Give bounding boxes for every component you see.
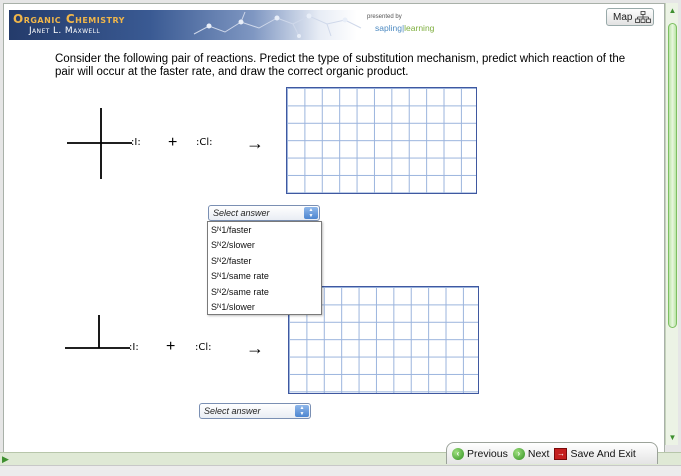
previous-label: Previous xyxy=(467,447,508,460)
reaction1-chloride-symbol: Cl xyxy=(199,137,210,148)
save-and-exit-label: Save And Exit xyxy=(570,447,636,460)
reaction1-answer-options xyxy=(207,221,322,315)
reaction2-chloride-symbol: Cl xyxy=(198,342,209,353)
dropdown-option[interactable]: S N 1/slower xyxy=(211,302,255,313)
reaction2-nucleophile: :Cl: xyxy=(195,342,212,353)
course-banner xyxy=(9,10,479,40)
dropdown-option[interactable]: S N 2/faster xyxy=(211,255,252,266)
dropdown-option[interactable]: S N 1/faster xyxy=(211,224,252,235)
scroll-left-arrow-icon[interactable]: ▶ xyxy=(2,454,9,464)
window-bottom-edge xyxy=(0,465,681,476)
reaction2-answer-select[interactable] xyxy=(199,403,311,419)
reaction1-arrow: → xyxy=(246,133,264,153)
reaction2-select-label: Select answer xyxy=(204,406,261,416)
reaction1-nucleophile: :Cl: xyxy=(196,137,213,148)
next-button[interactable] xyxy=(513,448,550,460)
reaction1-drawing-canvas[interactable] xyxy=(286,87,477,194)
brand-learning: learning xyxy=(404,23,435,33)
author-name: Janet L. Maxwell xyxy=(29,26,101,36)
scroll-up-arrow-icon[interactable]: ▲ xyxy=(668,6,677,15)
save-and-exit-button[interactable] xyxy=(554,448,635,460)
dropdown-option[interactable]: S N 2/slower xyxy=(211,240,255,251)
reaction1-select-label: Select answer xyxy=(213,208,270,218)
reaction1-reactant-structure xyxy=(62,105,142,181)
previous-button[interactable] xyxy=(452,448,508,460)
reaction1-answer-select[interactable] xyxy=(208,205,320,221)
previous-arrow-icon: ‹ xyxy=(452,448,464,460)
course-title: Organic Chemistry xyxy=(13,12,125,26)
reaction1-leaving-group: :I: xyxy=(131,137,141,148)
scrollbar-thumb[interactable] xyxy=(668,23,677,328)
navigation-bar xyxy=(446,442,658,464)
presented-by-text: presented by xyxy=(367,14,402,20)
molecule-decoration-icon xyxy=(189,10,379,40)
sitemap-icon xyxy=(635,11,651,23)
exit-door-icon: → xyxy=(554,448,567,460)
reaction1-iodine-symbol: I xyxy=(134,137,138,148)
question-text: Consider the following pair of reactions. Predict the type of substitution mechanism, predict which reaction of the pair will occur at the faster rate, and draw the correct organic product. xyxy=(55,53,626,78)
reaction2-plus: + xyxy=(166,338,176,355)
reaction2-arrow: → xyxy=(246,338,264,358)
sapling-learning-logo: sapling|learning xyxy=(375,23,435,33)
reaction1-plus: + xyxy=(168,134,178,151)
vertical-scrollbar[interactable] xyxy=(665,3,678,445)
map-button[interactable] xyxy=(606,8,654,26)
reaction2-iodine-symbol: I xyxy=(132,342,136,353)
dropdown-option[interactable]: S N 1/same rate xyxy=(211,271,269,282)
map-button-label: Map xyxy=(613,11,633,23)
reaction2-leaving-group: :I: xyxy=(129,342,139,353)
scroll-down-arrow-icon[interactable]: ▼ xyxy=(668,433,677,442)
select-spinner-icon: ▲ ▼ xyxy=(295,405,309,417)
select-spinner-icon: ▲ ▼ xyxy=(304,207,318,219)
dropdown-option[interactable]: S N 2/same rate xyxy=(211,286,269,297)
next-label: Next xyxy=(527,447,550,460)
next-arrow-icon: › xyxy=(513,448,525,460)
brand-sapling: sapling xyxy=(375,23,402,33)
